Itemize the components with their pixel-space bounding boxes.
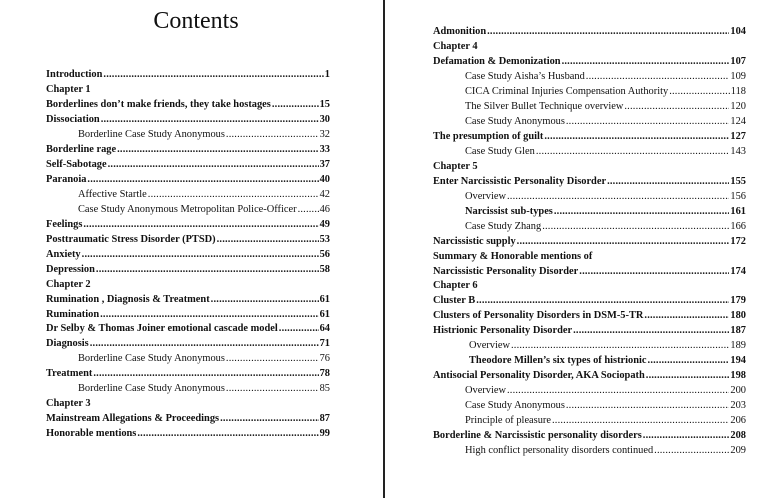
- contents-title: Contents: [153, 8, 239, 34]
- toc-page-number: 37: [319, 158, 330, 170]
- toc-entry: [433, 175, 746, 190]
- dot-leader: [542, 220, 729, 235]
- toc-entry-title: Narcissist sub-types: [465, 205, 553, 217]
- dot-leader: [544, 130, 729, 145]
- toc-entry-title: The presumption of guilt: [433, 130, 544, 142]
- toc-entry: [433, 354, 746, 369]
- toc-entry-title: Borderline Case Study Anonymous: [78, 128, 225, 140]
- toc-entry-title: Clusters of Personality Disorders in DSM-5-TR: [433, 310, 644, 322]
- toc-entry-title: Case Study Zhang: [465, 220, 542, 232]
- toc-entry: [433, 309, 746, 324]
- dot-leader: [279, 322, 319, 337]
- toc-page-number: 71: [319, 338, 330, 350]
- toc-entry: [433, 444, 746, 459]
- toc-entry-title: Summary & Honorable mentions of: [433, 250, 593, 262]
- toc-page-number: 61: [319, 308, 330, 320]
- toc-entry-title: Narcissistic supply: [433, 235, 516, 247]
- toc-page-number: 161: [730, 205, 746, 217]
- toc-page-number: 58: [319, 263, 330, 275]
- toc-entry-title: Histrionic Personality Disorder: [433, 325, 573, 337]
- toc-entry-title: Treatment: [46, 368, 93, 380]
- toc-entry: [46, 352, 330, 367]
- toc-entry: [433, 265, 746, 280]
- toc-page-number: 76: [319, 353, 330, 365]
- toc-page-number: 180: [730, 310, 746, 322]
- dot-leader: [476, 294, 729, 309]
- dot-leader: [624, 100, 729, 115]
- dot-leader: [93, 367, 318, 382]
- toc-entry: [46, 98, 330, 113]
- dot-leader: [90, 337, 319, 352]
- dot-leader: [83, 218, 318, 233]
- toc-entry-title: Case Study Anonymous: [465, 115, 565, 127]
- toc-entry: [46, 293, 330, 308]
- toc-entry-title: Admonition: [433, 26, 487, 37]
- dot-leader: [103, 68, 323, 83]
- dot-leader: [643, 429, 730, 444]
- toc-entry-title: Paranoia: [46, 173, 87, 185]
- toc-entry-title: Case Study Anonymous Metropolitan Police-Officer: [78, 203, 297, 215]
- toc-entry: [433, 145, 746, 160]
- toc-entry: [433, 399, 746, 414]
- toc-entry-title: CICA Criminal Injuries Compensation Authority: [465, 85, 669, 97]
- dot-leader: [101, 113, 319, 128]
- toc-entry: [46, 322, 330, 337]
- toc-entry-title: High conflict personality disorders continued: [465, 445, 654, 457]
- toc-entry-title: Posttraumatic Stress Disorder (PTSD): [46, 233, 216, 245]
- toc-page-number: 109: [730, 70, 746, 82]
- dot-leader: [117, 143, 318, 158]
- toc-page-number: 53: [319, 233, 330, 245]
- dot-leader: [562, 55, 730, 70]
- toc-entry: [46, 427, 330, 442]
- toc-entry-title: Rumination: [46, 308, 100, 320]
- toc-entry-title: Chapter 2: [46, 278, 91, 290]
- toc-entry: [433, 85, 746, 100]
- toc-entry: [46, 337, 330, 352]
- toc-heading: [46, 397, 330, 412]
- toc-list-left: [46, 68, 330, 442]
- toc-entry: [46, 173, 330, 188]
- dot-leader: [100, 308, 318, 323]
- toc-entry-title: Depression: [46, 263, 95, 275]
- toc-page-number: 200: [730, 385, 746, 397]
- toc-entry: [433, 70, 746, 85]
- toc-entry-title: Cluster B: [433, 295, 476, 307]
- toc-page-number: 85: [319, 383, 330, 395]
- dot-leader: [654, 444, 729, 459]
- toc-entry: [433, 429, 746, 444]
- toc-entry-title: Borderline & Narcissistic personality disorders: [433, 430, 642, 442]
- toc-entry-title: Mainstream Allegations & Proceedings: [46, 413, 220, 425]
- toc-entry: [46, 143, 330, 158]
- toc-entry-title: Diagnosis: [46, 338, 89, 350]
- toc-entry-title: Feelings: [46, 218, 83, 230]
- toc-entry: [433, 339, 746, 354]
- toc-page-number: 194: [730, 355, 746, 367]
- toc-entry-title: Dissociation: [46, 113, 100, 125]
- dot-leader: [536, 145, 730, 160]
- dot-leader: [566, 115, 730, 130]
- toc-entry-title: Theodore Millen’s six types of histrionic: [469, 355, 647, 367]
- toc-entry-title: Borderline Case Study Anonymous: [78, 383, 225, 395]
- toc-entry-title: Chapter 3: [46, 398, 91, 410]
- toc-entry: [433, 100, 746, 115]
- dot-leader: [554, 205, 730, 220]
- toc-entry: [433, 205, 746, 220]
- toc-entry-title: Borderline Case Study Anonymous: [78, 353, 225, 365]
- toc-page-number: 209: [730, 445, 746, 457]
- dot-leader: [108, 158, 319, 173]
- toc-entry-title: Rumination , Diagnosis & Treatment: [46, 293, 210, 305]
- toc-entry-title: Antisocial Personality Disorder, AKA Sociopath: [433, 370, 645, 382]
- dot-leader: [211, 293, 319, 308]
- dot-leader: [552, 414, 729, 429]
- toc-page-number: 203: [730, 400, 746, 412]
- toc-page-number: 143: [730, 145, 746, 157]
- toc-heading: [433, 250, 746, 265]
- toc-page-number: 179: [730, 295, 746, 307]
- toc-entry-title: Borderline rage: [46, 143, 117, 155]
- dot-leader: [298, 203, 319, 218]
- toc-entry: [46, 382, 330, 397]
- toc-entry: [46, 412, 330, 427]
- toc-entry-title: Case Study Anonymous: [465, 400, 565, 412]
- toc-page-number: 198: [730, 370, 746, 382]
- dot-leader: [669, 85, 730, 100]
- toc-entry: [46, 248, 330, 263]
- toc-heading: [433, 279, 746, 294]
- toc-entry: [433, 294, 746, 309]
- dot-leader: [272, 98, 319, 113]
- toc-entry-title: Narcissistic Personality Disorder: [433, 265, 579, 277]
- toc-entry-title: Overview: [465, 385, 506, 397]
- toc-page-number: 104: [730, 26, 746, 37]
- dot-leader: [648, 354, 730, 369]
- toc-page-number: 118: [730, 85, 746, 97]
- toc-entry: [433, 130, 746, 145]
- dot-leader: [226, 128, 319, 143]
- toc-entry: [46, 203, 330, 218]
- toc-entry: [433, 384, 746, 399]
- toc-entry-title: Affective Startle: [78, 188, 147, 200]
- toc-page-number: 166: [730, 220, 746, 232]
- dot-leader: [226, 382, 319, 397]
- toc-page-number: 189: [730, 340, 746, 352]
- dot-leader: [507, 384, 729, 399]
- right-page: [386, 0, 768, 498]
- dot-leader: [507, 190, 729, 205]
- toc-entry: [46, 308, 330, 323]
- toc-entry-title: Self-Sabotage: [46, 158, 107, 170]
- dot-leader: [579, 265, 729, 280]
- toc-entry-title: Overview: [465, 190, 506, 202]
- toc-page-number: 1: [324, 69, 330, 80]
- toc-entry: [46, 233, 330, 248]
- dot-leader: [87, 173, 318, 188]
- page-divider: [383, 0, 385, 498]
- toc-page-number: 40: [319, 173, 330, 185]
- toc-entry: [433, 220, 746, 235]
- dot-leader: [220, 412, 319, 427]
- toc-entry-title: Chapter 6: [433, 280, 478, 292]
- toc-list-right: [433, 25, 746, 459]
- toc-heading: [46, 278, 330, 293]
- toc-entry-title: Honorable mentions: [46, 428, 137, 440]
- toc-heading: [433, 40, 746, 55]
- toc-page-number: 187: [730, 325, 746, 337]
- toc-page-number: 64: [319, 323, 330, 335]
- dot-leader: [217, 233, 319, 248]
- dot-leader: [646, 369, 730, 384]
- toc-entry: [46, 218, 330, 233]
- toc-entry-title: Chapter 4: [433, 40, 478, 52]
- toc-page-number: 127: [730, 130, 746, 142]
- toc-page-number: 107: [730, 55, 746, 67]
- dot-leader: [487, 25, 729, 40]
- toc-entry: [46, 158, 330, 173]
- toc-page-number: 33: [319, 143, 330, 155]
- toc-page-number: 30: [319, 113, 330, 125]
- dot-leader: [96, 263, 319, 278]
- toc-entry: [46, 68, 330, 83]
- toc-page-number: 42: [319, 188, 330, 200]
- toc-page-number: 87: [319, 413, 330, 425]
- toc-entry-title: The Silver Bullet Technique overview: [465, 100, 624, 112]
- dot-leader: [137, 427, 318, 442]
- toc-entry-title: Anxiety: [46, 248, 81, 260]
- toc-entry: [433, 25, 746, 40]
- toc-entry: [46, 128, 330, 143]
- toc-entry: [433, 235, 746, 250]
- toc-page-number: 174: [730, 265, 746, 277]
- toc-entry: [433, 115, 746, 130]
- toc-entry-title: Dr Selby & Thomas Joiner emotional cascade model: [46, 323, 278, 335]
- toc-entry-title: Case Study Glen: [465, 145, 535, 157]
- toc-entry: [433, 190, 746, 205]
- toc-entry-title: Chapter 1: [46, 83, 91, 95]
- toc-page-number: 124: [730, 115, 746, 127]
- toc-entry: [46, 188, 330, 203]
- dot-leader: [586, 70, 730, 85]
- toc-entry-title: Overview: [469, 340, 510, 352]
- toc-entry-title: Enter Narcissistic Personality Disorder: [433, 175, 607, 187]
- dot-leader: [573, 324, 729, 339]
- toc-page-number: 78: [319, 368, 330, 380]
- toc-page-number: 15: [319, 98, 330, 110]
- toc-page-number: 156: [730, 190, 746, 202]
- toc-entry: [433, 369, 746, 384]
- toc-page-number: 208: [730, 430, 746, 442]
- toc-entry-title: Principle of pleasure: [465, 415, 551, 427]
- dot-leader: [644, 309, 729, 324]
- toc-page-number: 99: [319, 428, 330, 440]
- dot-leader: [226, 352, 319, 367]
- toc-entry: [46, 263, 330, 278]
- toc-entry: [46, 367, 330, 382]
- dot-leader: [566, 399, 730, 414]
- dot-leader: [607, 175, 729, 190]
- dot-leader: [517, 235, 730, 250]
- toc-heading: [433, 160, 746, 175]
- toc-page-number: 206: [730, 415, 746, 427]
- toc-entry-title: Introduction: [46, 69, 103, 80]
- toc-entry-title: Chapter 5: [433, 160, 478, 172]
- toc-entry-title: Case Study Aisha’s Husband: [465, 70, 585, 82]
- toc-page-number: 49: [319, 218, 330, 230]
- toc-entry-title: Defamation & Demonization: [433, 55, 561, 67]
- toc-page-number: 120: [730, 100, 746, 112]
- toc-entry: [433, 55, 746, 70]
- toc-page-number: 32: [319, 128, 330, 140]
- toc-heading: [46, 83, 330, 98]
- toc-entry: [433, 324, 746, 339]
- toc-page-number: 172: [730, 235, 746, 247]
- dot-leader: [511, 339, 729, 354]
- toc-entry: [46, 113, 330, 128]
- toc-page-number: 155: [730, 175, 746, 187]
- toc-entry: [433, 414, 746, 429]
- toc-entry-title: Borderlines don’t make friends, they take hostages: [46, 98, 271, 110]
- dot-leader: [82, 248, 319, 263]
- toc-page-number: 46: [319, 203, 330, 215]
- toc-page-number: 61: [319, 293, 330, 305]
- dot-leader: [148, 188, 319, 203]
- toc-page-number: 56: [319, 248, 330, 260]
